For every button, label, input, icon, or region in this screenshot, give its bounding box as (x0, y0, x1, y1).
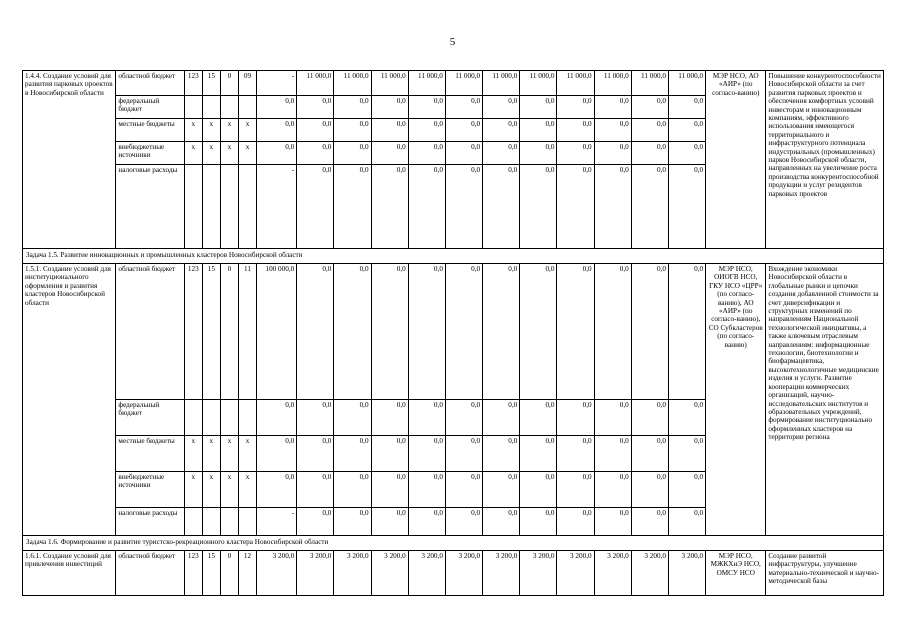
total-value: 0,0 (257, 142, 297, 165)
budget-code (220, 96, 238, 119)
budget-code: х (202, 142, 220, 165)
executor: МЭР НСО, АО «АИР» (по согласо-ванию) (706, 71, 766, 249)
year-value: 0,0 (557, 165, 594, 249)
year-value: 0,0 (668, 142, 705, 165)
year-value: 0,0 (594, 165, 631, 249)
budget-code: 15 (202, 264, 220, 400)
year-value: 0,0 (520, 264, 557, 400)
year-value: 0,0 (631, 165, 668, 249)
year-value: 3 200,0 (297, 551, 334, 596)
task-title: Задача 1.5. Развитие инновационных и промышленных кластеров Новосибирской области (23, 249, 884, 264)
year-value: 0,0 (520, 165, 557, 249)
year-value: 0,0 (445, 165, 482, 249)
year-value: 0,0 (371, 165, 408, 249)
year-value: 0,0 (483, 165, 520, 249)
budget-code (202, 400, 220, 436)
year-value: 11 000,0 (334, 71, 371, 96)
year-value: 0,0 (408, 508, 445, 536)
funding-source: внебюджетные источники (116, 472, 184, 508)
year-value: 0,0 (297, 119, 334, 142)
year-value: 0,0 (668, 436, 705, 472)
year-value: 0,0 (334, 96, 371, 119)
funding-source: областной бюджет (116, 264, 184, 400)
year-value: 0,0 (371, 436, 408, 472)
total-value: 100 000,0 (257, 264, 297, 400)
year-value: 0,0 (557, 436, 594, 472)
total-value: 0,0 (257, 472, 297, 508)
year-value: 0,0 (334, 142, 371, 165)
year-value: 0,0 (408, 436, 445, 472)
year-value: 0,0 (445, 436, 482, 472)
year-value: 0,0 (668, 508, 705, 536)
year-value: 0,0 (668, 264, 705, 400)
year-value: 0,0 (445, 400, 482, 436)
year-value: 0,0 (631, 96, 668, 119)
total-value: - (257, 165, 297, 249)
year-value: 0,0 (668, 119, 705, 142)
funding-source: внебюджетные источники (116, 142, 184, 165)
budget-code: 0 (220, 264, 238, 400)
year-value: 0,0 (520, 142, 557, 165)
year-value: 0,0 (445, 119, 482, 142)
year-value: 0,0 (668, 96, 705, 119)
budget-code (184, 508, 202, 536)
year-value: 0,0 (334, 400, 371, 436)
budget-code: 15 (202, 551, 220, 596)
year-value: 3 200,0 (668, 551, 705, 596)
year-value: 0,0 (445, 264, 482, 400)
year-value: 0,0 (631, 508, 668, 536)
total-value: 0,0 (257, 400, 297, 436)
year-value: 0,0 (371, 96, 408, 119)
year-value: 0,0 (297, 472, 334, 508)
year-value: 0,0 (445, 508, 482, 536)
year-value: 0,0 (371, 264, 408, 400)
year-value: 0,0 (408, 96, 445, 119)
total-value: - (257, 508, 297, 536)
budget-code (184, 400, 202, 436)
budget-code: 12 (238, 551, 256, 596)
funding-source: местные бюджеты (116, 119, 184, 142)
year-value: 0,0 (557, 142, 594, 165)
year-value: 11 000,0 (483, 71, 520, 96)
year-value: 0,0 (445, 472, 482, 508)
year-value: 0,0 (408, 119, 445, 142)
year-value: 0,0 (631, 264, 668, 400)
year-value: 0,0 (297, 165, 334, 249)
budget-code: х (184, 119, 202, 142)
year-value: 11 000,0 (520, 71, 557, 96)
year-value: 0,0 (371, 400, 408, 436)
year-value: 0,0 (520, 508, 557, 536)
year-value: 0,0 (297, 264, 334, 400)
year-value: 0,0 (408, 400, 445, 436)
budget-code: х (202, 472, 220, 508)
year-value: 0,0 (594, 400, 631, 436)
year-value: 0,0 (631, 472, 668, 508)
budget-code (202, 508, 220, 536)
year-value: 0,0 (557, 400, 594, 436)
budget-code: х (238, 142, 256, 165)
budget-code (184, 165, 202, 249)
budget-code (220, 508, 238, 536)
executor: МЭР НСО, МЖКХиЭ НСО, ОМСУ НСО (706, 551, 766, 596)
task-row (23, 249, 884, 264)
year-value: 11 000,0 (445, 71, 482, 96)
year-value: 0,0 (557, 96, 594, 119)
page-number: 5 (449, 36, 456, 48)
year-value: 0,0 (631, 400, 668, 436)
funding-source: федеральный бюджет (116, 400, 184, 436)
year-value: 0,0 (483, 96, 520, 119)
year-value: 0,0 (668, 472, 705, 508)
year-value: 0,0 (371, 508, 408, 536)
source-row (23, 264, 884, 400)
year-value: 0,0 (520, 400, 557, 436)
funding-source: областной бюджет (116, 551, 184, 596)
budget-code: х (220, 142, 238, 165)
year-value: 0,0 (520, 436, 557, 472)
year-value: 0,0 (297, 400, 334, 436)
total-value: 0,0 (257, 119, 297, 142)
year-value: 0,0 (445, 142, 482, 165)
funding-source: местные бюджеты (116, 436, 184, 472)
year-value: 0,0 (408, 142, 445, 165)
budget-code: х (202, 436, 220, 472)
budget-code: х (238, 119, 256, 142)
year-value: 0,0 (557, 264, 594, 400)
task-title: Задача 1.6. Формирование и развитие туристско-рекреационного кластера Новосибирской области (23, 536, 884, 551)
budget-code: х (184, 472, 202, 508)
year-value: 11 000,0 (631, 71, 668, 96)
budget-code (238, 165, 256, 249)
year-value: 0,0 (334, 264, 371, 400)
budget-code: х (220, 119, 238, 142)
expected-result: Создание развитой инфраструктуры, улучшение материально-технической и научно-методической базы (766, 551, 884, 596)
activity-name: 1.4.4. Создание условий для развития парковых проектов в Новосибирской области (23, 71, 116, 249)
activity-name: 1.6.1. Создание условий для привлечения инвестиций (23, 551, 116, 596)
source-row (23, 551, 884, 596)
year-value: 0,0 (594, 96, 631, 119)
year-value: 0,0 (334, 165, 371, 249)
year-value: 0,0 (371, 142, 408, 165)
budget-code (202, 96, 220, 119)
year-value: 0,0 (594, 508, 631, 536)
task-row (23, 536, 884, 551)
budget-code: 11 (238, 264, 256, 400)
budget-code: 0 (220, 71, 238, 96)
executor: МЭР НСО, ОИОГВ НСО, ГКУ НСО «ЦРР» (по согласо-ванию), АО «АИР» (по согласо-ванию), СО Субкластеров (по согласо-ванию) (706, 264, 766, 536)
budget-code: х (184, 142, 202, 165)
budget-code (220, 165, 238, 249)
funding-source: областной бюджет (116, 71, 184, 96)
year-value: 0,0 (520, 119, 557, 142)
program-activities-table (22, 70, 884, 596)
budget-code (238, 508, 256, 536)
year-value: 3 200,0 (408, 551, 445, 596)
source-row (23, 71, 884, 96)
year-value: 0,0 (408, 264, 445, 400)
year-value: 0,0 (483, 119, 520, 142)
year-value: 3 200,0 (483, 551, 520, 596)
year-value: 3 200,0 (445, 551, 482, 596)
budget-code: х (238, 436, 256, 472)
year-value: 11 000,0 (557, 71, 594, 96)
year-value: 0,0 (594, 472, 631, 508)
budget-code: х (202, 119, 220, 142)
budget-code (202, 165, 220, 249)
year-value: 3 200,0 (371, 551, 408, 596)
year-value: 0,0 (483, 436, 520, 472)
budget-code: х (238, 472, 256, 508)
budget-code (184, 96, 202, 119)
year-value: 0,0 (594, 142, 631, 165)
year-value: 0,0 (334, 472, 371, 508)
budget-code: 09 (238, 71, 256, 96)
total-value: 0,0 (257, 436, 297, 472)
year-value: 0,0 (334, 436, 371, 472)
funding-source: федеральный бюджет (116, 96, 184, 119)
year-value: 0,0 (334, 119, 371, 142)
year-value: 3 200,0 (334, 551, 371, 596)
year-value: 0,0 (557, 472, 594, 508)
year-value: 0,0 (557, 119, 594, 142)
total-value: - (257, 71, 297, 96)
activity-name: 1.5.1. Создание условий для институционального оформления и развития кластеров Новосибирской области (23, 264, 116, 536)
year-value: 0,0 (520, 96, 557, 119)
funding-source: налоговые расходы (116, 165, 184, 249)
year-value: 0,0 (557, 508, 594, 536)
year-value: 0,0 (297, 142, 334, 165)
year-value: 3 200,0 (594, 551, 631, 596)
year-value: 0,0 (483, 264, 520, 400)
year-value: 0,0 (483, 400, 520, 436)
total-value: 0,0 (257, 96, 297, 119)
year-value: 0,0 (297, 436, 334, 472)
funding-source: налоговые расходы (116, 508, 184, 536)
year-value: 0,0 (631, 119, 668, 142)
year-value: 11 000,0 (297, 71, 334, 96)
year-value: 0,0 (631, 142, 668, 165)
year-value: 0,0 (594, 264, 631, 400)
year-value: 0,0 (631, 436, 668, 472)
year-value: 0,0 (594, 119, 631, 142)
year-value: 3 200,0 (520, 551, 557, 596)
year-value: 0,0 (334, 508, 371, 536)
budget-code: 123 (184, 264, 202, 400)
budget-code: 123 (184, 71, 202, 96)
budget-code: 15 (202, 71, 220, 96)
budget-code (238, 400, 256, 436)
year-value: 11 000,0 (371, 71, 408, 96)
budget-code: х (220, 472, 238, 508)
year-value: 0,0 (371, 472, 408, 508)
year-value: 0,0 (594, 436, 631, 472)
year-value: 0,0 (483, 508, 520, 536)
year-value: 0,0 (483, 142, 520, 165)
year-value: 0,0 (408, 165, 445, 249)
year-value: 0,0 (483, 472, 520, 508)
year-value: 0,0 (668, 400, 705, 436)
year-value: 0,0 (297, 96, 334, 119)
year-value: 3 200,0 (631, 551, 668, 596)
year-value: 11 000,0 (668, 71, 705, 96)
budget-code (220, 400, 238, 436)
year-value: 11 000,0 (408, 71, 445, 96)
year-value: 0,0 (668, 165, 705, 249)
year-value: 11 000,0 (594, 71, 631, 96)
budget-code: х (220, 436, 238, 472)
year-value: 0,0 (371, 119, 408, 142)
budget-code: 0 (220, 551, 238, 596)
year-value: 0,0 (408, 472, 445, 508)
year-value: 0,0 (445, 96, 482, 119)
budget-code (238, 96, 256, 119)
year-value: 0,0 (297, 508, 334, 536)
budget-code: х (184, 436, 202, 472)
year-value: 3 200,0 (557, 551, 594, 596)
budget-code: 123 (184, 551, 202, 596)
total-value: 3 200,0 (257, 551, 297, 596)
expected-result: Вхождение экономики Новосибирской области в глобальные рынки и цепочки создания добавленной стоимости за счет диверсификации и структурных изменений по направлениям Национальной технологической инициативы, а также ключевым отраслевым направлениям: информационные технологии, биотехнологии и биофармацевтика, высокотехнологичные медицинские изделия и услуги. Развитие кооперации коммерческих организаций, научно-исследовательских институтов и образовательных учреждений, формирование институционально оформленных кластеров на территории региона (766, 264, 884, 536)
expected-result: Повышение конкурентоспособности Новосибирской области за счет развития парковых проектов и обеспечения комфортных условий инвесторам и инновационным компаниям, эффективного использования имеющегося территориального и инфраструктурного потенциала индустриальных (промышленных) парков Новосибирской области, направленных на увеличение роста производства конкурентоспособной продукции и услуг резидентов парковых проектов (766, 71, 884, 249)
year-value: 0,0 (520, 472, 557, 508)
